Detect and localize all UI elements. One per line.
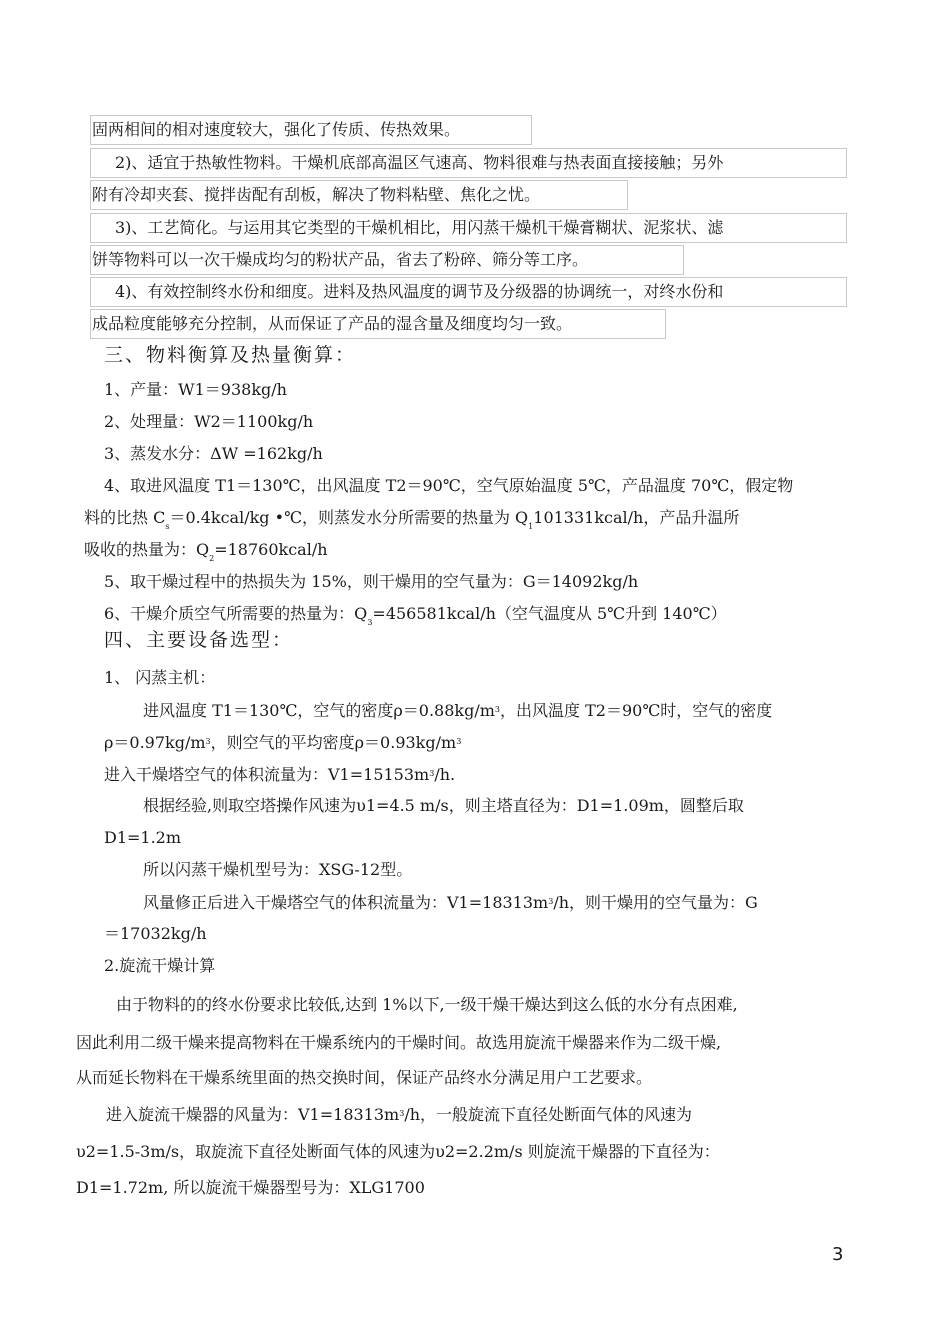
advantage-line: 附有冷却夹套、搅拌齿配有刮板，解决了物料粘壁、焦化之忧。	[92, 185, 541, 204]
text: 101331kcal/h，产品升温所	[533, 508, 740, 527]
text: 进入干燥塔空气的体积流量为：V1=15153m	[104, 765, 430, 784]
para-cyclone-model: D1=1.72m, 所以旋流干燥器型号为：XLG1700	[76, 1178, 425, 1197]
text: ρ＝0.97kg/m	[104, 733, 206, 752]
advantage-4: 4)、有效控制终水份和细度。进料及热风温度的调节及分级器的协调统一，对终水份和	[115, 282, 724, 301]
text: 进入旋流干燥器的风量为：V1=18313m	[106, 1105, 400, 1124]
subsection-cyclone-dryer: 2.旋流干燥计算	[104, 956, 216, 975]
subscript: 3	[367, 618, 373, 627]
advantage-2: 2)、适宜于热敏性物料。干燥机底部高温区气速高、物料很难与热表面直接接触；另外	[115, 153, 724, 172]
superscript: 3	[456, 737, 462, 746]
item-evaporation: 3、蒸发水分：ΔW =162kg/h	[104, 444, 323, 463]
superscript: 3	[429, 769, 435, 778]
advantage-line: 成品粒度能够充分控制，从而保证了产品的湿含量及细度均匀一致。	[92, 314, 573, 333]
para-tower-diameter-cont: D1=1.2m	[104, 828, 182, 847]
para-density	[143, 700, 772, 721]
subscript: 2	[209, 554, 215, 563]
para-density-cont	[104, 732, 461, 753]
item-heat-loss: 5、取干燥过程中的热损失为 15%，则干燥用的空气量为：G＝14092kg/h	[104, 572, 639, 591]
section4-heading: 四、主要设备选型：	[104, 629, 294, 651]
text: =456581kcal/h（空气温度从 5℃升到 140℃）	[372, 604, 727, 623]
item-temperature-cont2	[84, 540, 328, 569]
para-corrected-flow-cont: ＝17032kg/h	[104, 924, 207, 943]
advantage-line: 固两相间的相对速度较大，强化了传质、传热效果。	[92, 120, 461, 139]
text: ，则空气的平均密度ρ＝0.93kg/m	[210, 733, 457, 752]
text: 吸收的热量为：Q	[84, 540, 210, 559]
item-temperature: 4、取进风温度 T1＝130℃，出风温度 T2＝90℃，空气原始温度 5℃，产品温度 70℃，假定物	[104, 476, 794, 495]
superscript: 3	[205, 737, 211, 746]
text: 6、干燥介质空气所需要的热量为：Q	[104, 604, 368, 623]
page-number: 3	[832, 1244, 844, 1265]
para-cyclone-reason-2: 因此利用二级干燥来提高物料在干燥系统内的干燥时间。故选用旋流干燥器来作为二级干燥,	[76, 1033, 722, 1052]
advantage-line: 饼等物料可以一次干燥成均匀的粉状产品，省去了粉碎、筛分等工序。	[92, 250, 589, 269]
text: /h.	[434, 765, 456, 784]
advantage-3: 3)、工艺简化。与运用其它类型的干燥机相比，用闪蒸干燥机干燥膏糊状、泥浆状、滤	[115, 218, 724, 237]
text: ，出风温度 T2＝90℃时，空气的密度	[500, 701, 773, 720]
para-volume-flow	[104, 764, 455, 785]
text: =18760kcal/h	[214, 540, 328, 559]
section3-heading: 三、物料衡算及热量衡算：	[104, 344, 357, 366]
para-cyclone-velocity: υ2=1.5-3m/s，取旋流下直径处断面气体的风速为υ2=2.2m/s 则旋流干燥器的下直径为：	[76, 1142, 720, 1161]
text: 风量修正后进入干燥塔空气的体积流量为：V1=18313m	[143, 893, 549, 912]
subscript: 1	[528, 522, 534, 531]
para-tower-diameter: 根据经验,则取空塔操作风速为υ1=4.5 m/s，则主塔直径为：D1=1.09m，圆整后取	[143, 796, 744, 815]
text: ＝0.4kcal/kg •℃，则蒸发水分所需要的热量为 Q	[169, 508, 529, 527]
para-corrected-flow	[143, 892, 758, 913]
superscript: 3	[494, 705, 501, 714]
text: 料的比热 C	[84, 508, 166, 527]
item-throughput: 2、处理量：W2＝1100kg/h	[104, 412, 314, 431]
subscript: s	[165, 522, 170, 531]
para-cyclone-reason-3: 从而延长物料在干燥系统里面的热交换时间，保证产品终水分满足用户工艺要求。	[76, 1068, 653, 1087]
para-cyclone-reason: 由于物料的的终水份要求比较低,达到 1%以下,一级干燥干燥达到这么低的水分有点困难,	[116, 995, 738, 1014]
para-model: 所以闪蒸干燥机型号为：XSG-12型。	[143, 860, 413, 879]
text: /h，一般旋流下直径处断面气体的风速为	[404, 1105, 693, 1124]
text: 进风温度 T1＝130℃，空气的密度ρ＝0.88kg/m	[143, 701, 495, 720]
subsection-flash-dryer: 1、 闪蒸主机：	[104, 668, 216, 687]
item-output: 1、产量：W1＝938kg/h	[104, 380, 287, 399]
para-cyclone-airflow	[106, 1104, 692, 1125]
superscript: 3	[548, 897, 554, 906]
text: /h，则干燥用的空气量为：G	[553, 893, 758, 912]
item-temperature-cont	[84, 508, 739, 537]
superscript: 3	[399, 1109, 405, 1118]
